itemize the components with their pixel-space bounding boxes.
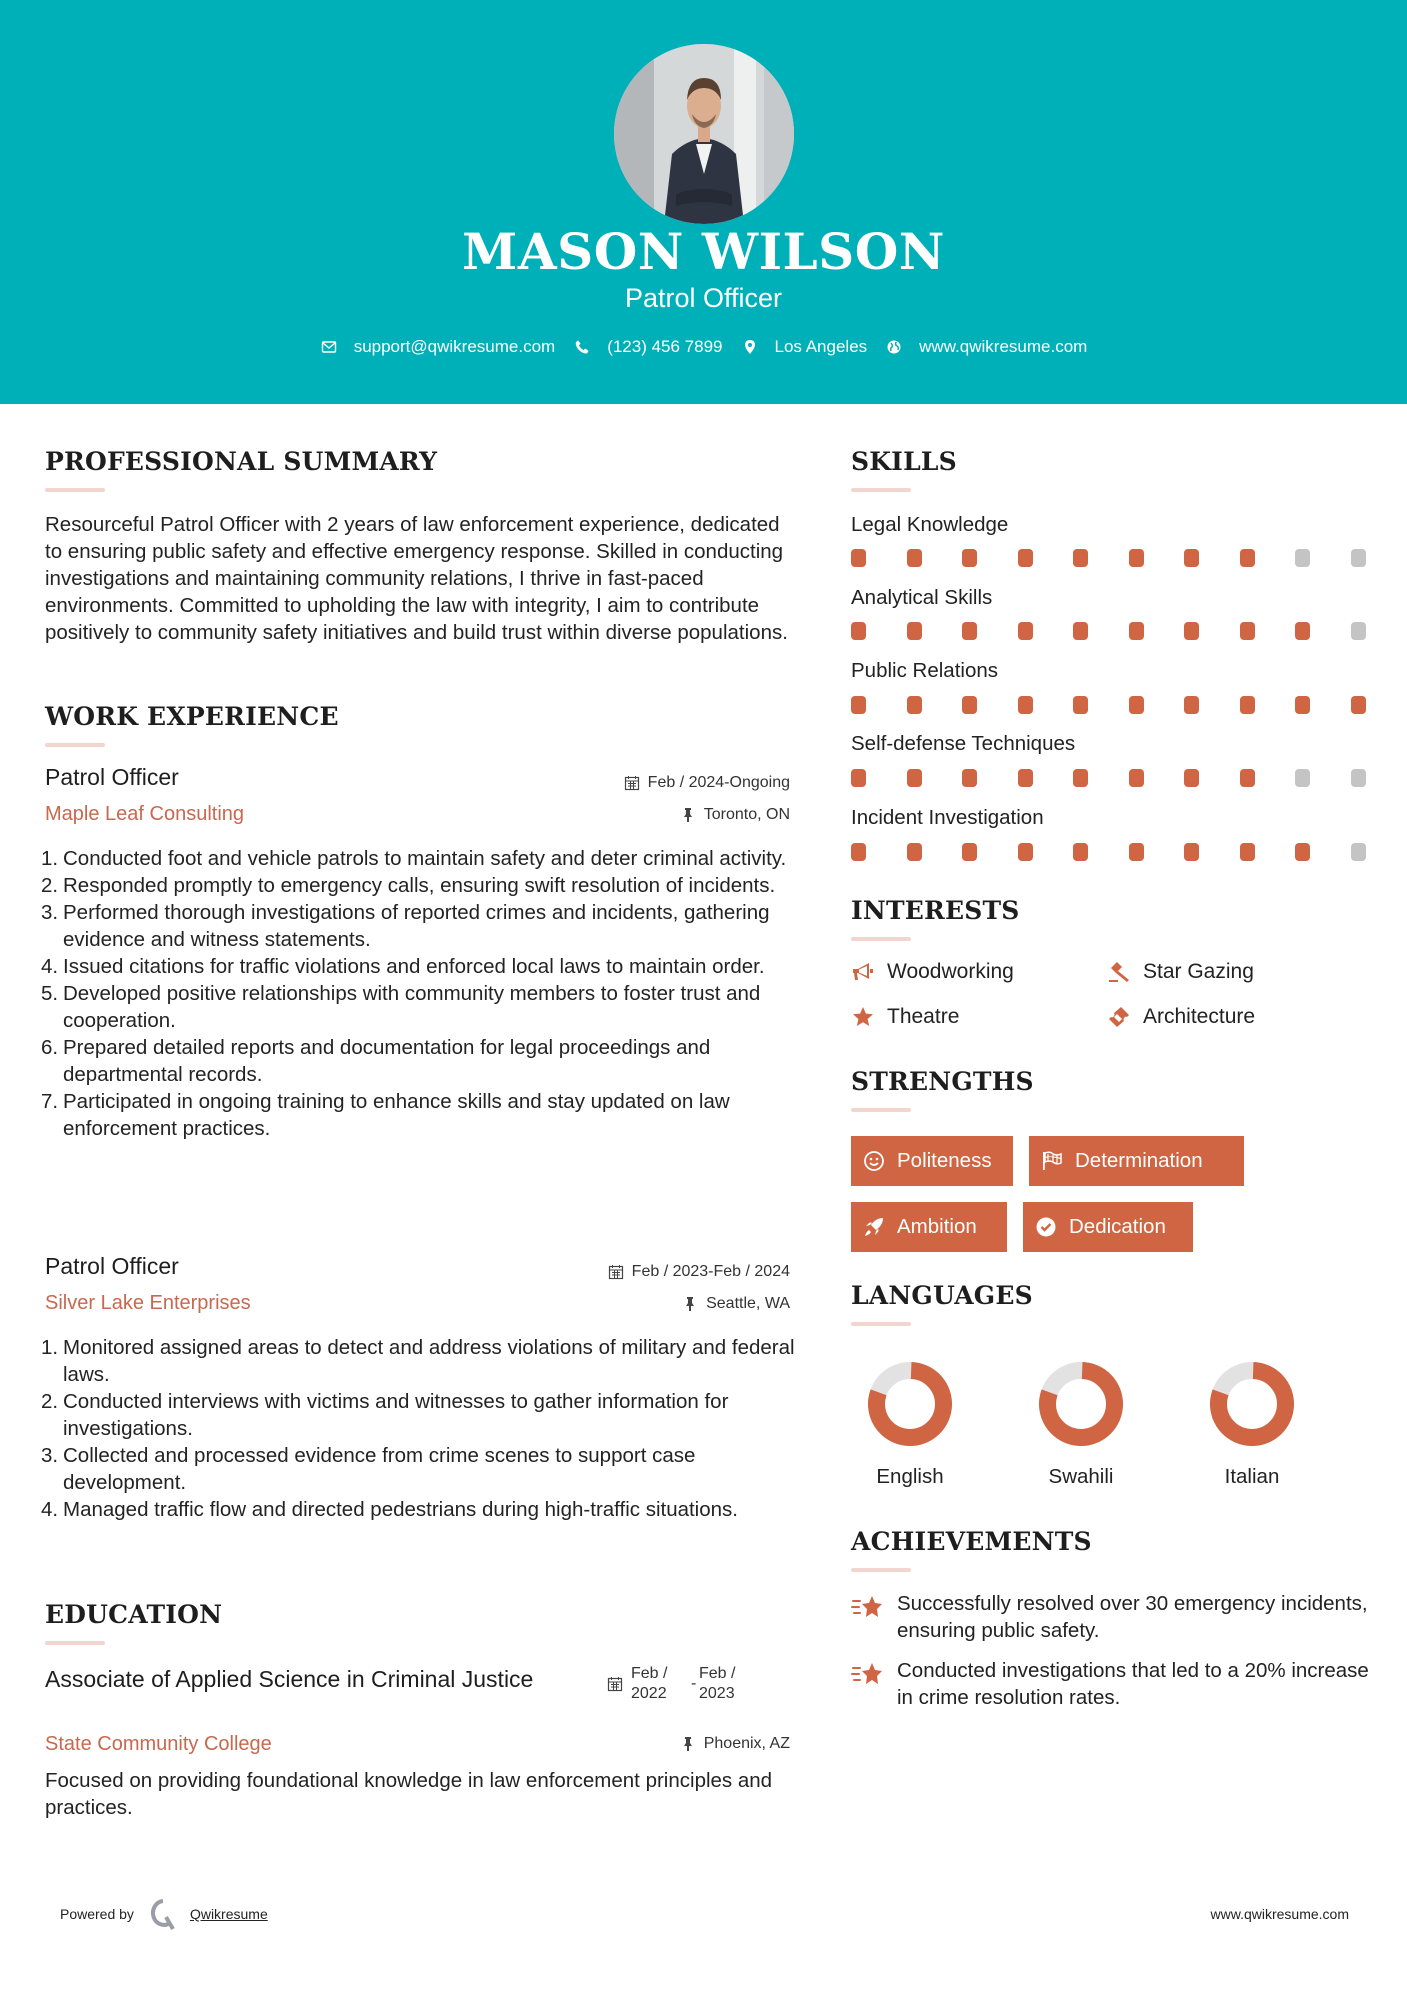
skill-dot-empty [1351,769,1366,787]
interest-item: Architecture [1107,1005,1255,1029]
skills-heading: SKILLS [851,447,957,476]
education-description: Focused on providing foundational knowledge in law enforcement principles and practices. [45,1769,773,1819]
interest-item: Woodworking [851,960,1014,984]
envelope-icon [320,338,338,356]
list-item: 3. Collected and processed evidence from crime scenes to support case development. [41,1444,696,1494]
company-name: Maple Leaf Consulting [45,803,245,825]
skill-dot-filled [1240,622,1255,640]
candidate-title: Patrol Officer [624,283,783,313]
skill-dot-empty [1351,622,1366,640]
shooting-star-icon [851,1659,885,1689]
skill-rating [851,696,1371,714]
education-location: Phoenix, AZ [680,1735,790,1753]
section-underline [45,1641,105,1645]
skill-dot-filled [962,622,977,640]
list-item: 1. Monitored assigned areas to detect and address violations of military and federal laws. [41,1336,795,1386]
skill-dot-filled [851,696,866,714]
job-bullets [41,845,805,1142]
footer-powered-by: Powered by Qwikresume [60,1897,268,1931]
list-item: 4. Managed traffic flow and directed pedestrians during high-traffic situations. [41,1498,738,1521]
skill-dot-filled [851,549,866,567]
education-heading: EDUCATION [45,1600,223,1629]
star-icon [851,1005,875,1029]
skill-dot-filled [1018,843,1033,861]
language-item: Swahili [1021,1361,1141,1489]
skill-dot-filled [962,769,977,787]
strength-badge: Dedication [1023,1202,1193,1252]
skill-dot-filled [1129,696,1144,714]
skill-dot-filled [1240,843,1255,861]
skill-dot-filled [1184,769,1199,787]
education-dates: Feb / 2022 - Feb / 2023 [607,1664,759,1704]
language-item: Italian [1192,1361,1312,1489]
profile-photo [614,44,794,224]
skill-dot-filled [1073,696,1088,714]
job-dates: Feb / 2024-Ongoing [624,774,790,792]
list-item: 3. Performed thorough investigations of reported crimes and incidents, gathering evidence and witness statements. [41,901,770,951]
skill-dot-filled [1129,549,1144,567]
list-item: 5. Developed positive relationships with community members to foster trust and cooperation. [41,982,761,1032]
language-donut-chart [867,1361,953,1447]
check-circle-icon [1035,1216,1057,1238]
smile-icon [863,1150,885,1172]
list-item: 2. Conducted interviews with victims and witnesses to gather information for investigations. [41,1390,729,1440]
skill-dot-filled [1184,843,1199,861]
list-item: 7. Participated in ongoing training to enhance skills and stay updated on law enforcement practices. [41,1090,730,1140]
skill-dot-filled [1073,843,1088,861]
skill-name: Self-defense Techniques [851,732,1076,755]
language-donut-chart [1209,1361,1295,1447]
contact-website[interactable]: www.qwikresume.com [885,337,1087,357]
skill-dot-filled [907,696,922,714]
skill-dot-filled [1018,622,1033,640]
skill-dot-filled [1018,696,1033,714]
skill-dot-filled [907,549,922,567]
skill-dot-filled [1018,549,1033,567]
skill-dot-filled [907,769,922,787]
contact-phone[interactable]: (123) 456 7899 [573,337,722,357]
skill-dot-filled [1129,843,1144,861]
language-item: English [850,1361,970,1489]
languages-heading: LANGUAGES [851,1281,1033,1310]
shooting-star-icon [851,1592,885,1622]
interest-item: Star Gazing [1107,960,1254,984]
strength-badge: Ambition [851,1202,1007,1252]
skill-dot-filled [1184,549,1199,567]
interests-heading: INTERESTS [851,896,1020,925]
globe-icon [885,338,903,356]
skill-dot-filled [1129,769,1144,787]
job-dates: Feb / 2023-Feb / 2024 [608,1263,790,1281]
qwikresume-logo-icon [148,1897,178,1931]
skill-dot-filled [1295,843,1310,861]
gavel-icon [1107,960,1131,984]
calendar-icon [607,1676,623,1692]
list-item: 6. Prepared detailed reports and documentation for legal proceedings and departmental records. [41,1036,711,1086]
skill-dot-filled [1295,696,1310,714]
language-donut-chart [1038,1361,1124,1447]
rocket-icon [863,1216,885,1238]
bullhorn-icon [851,960,875,984]
job-bullets [41,1334,805,1523]
skill-dot-filled [851,769,866,787]
phone-icon [573,338,591,356]
skill-rating [851,549,1371,567]
skill-name: Analytical Skills [851,586,993,609]
interest-item: Theatre [851,1005,959,1029]
contact-location: Los Angeles [741,337,868,357]
skill-name: Public Relations [851,659,998,682]
section-underline [45,488,105,492]
thumbtack-icon [680,807,696,823]
job-title: Patrol Officer [45,1253,179,1279]
achievement-item: Conducted investigations that led to a 20% increase in crime resolution rates. [851,1657,1371,1711]
section-underline [851,1568,911,1572]
section-underline [851,937,911,941]
footer-website-link[interactable]: www.qwikresume.com [1210,1906,1349,1922]
job-location: Seattle, WA [682,1295,790,1313]
job-title: Patrol Officer [45,764,179,790]
achievements-heading: ACHIEVEMENTS [851,1527,1092,1556]
skill-dot-filled [962,696,977,714]
contact-email[interactable]: support@qwikresume.com [320,337,556,357]
summary-text: Resourceful Patrol Officer with 2 years of law enforcement experience, dedicated to ensuring public safety and effective emergency response. Skilled in conducting investigations and maintaining community relations, I thrive in fast-paced environments. Committed to upholding the law with integrity, I aim to contribute positively to community safety initiatives and build trust within diverse populations. [45,513,788,644]
skill-dot-filled [851,622,866,640]
qwikresume-link[interactable]: Qwikresume [189,1906,268,1922]
skill-dot-empty [1351,549,1366,567]
strength-badge: Determination [1029,1136,1244,1186]
skill-dot-filled [1184,696,1199,714]
person-photo-icon [614,44,794,224]
skill-rating [851,622,1371,640]
calendar-icon [624,775,640,791]
experience-heading: WORK EXPERIENCE [45,702,339,731]
thumbtack-icon [682,1296,698,1312]
skill-dot-filled [1018,769,1033,787]
job-location: Toronto, ON [680,806,790,824]
skill-dot-filled [1073,549,1088,567]
skill-dot-filled [1295,622,1310,640]
skill-dot-filled [1184,622,1199,640]
section-underline [851,1322,911,1326]
list-item: 4. Issued citations for traffic violations and enforced local laws to maintain order. [41,955,765,978]
degree-title: Associate of Applied Science in Criminal Justice [45,1666,534,1692]
skill-dot-filled [851,843,866,861]
skill-dot-filled [962,549,977,567]
achievement-item: Successfully resolved over 30 emergency incidents, ensuring public safety. [851,1590,1371,1644]
map-marker-icon [741,338,759,356]
section-underline [851,1108,911,1112]
skill-name: Legal Knowledge [851,513,1009,536]
calendar-icon [608,1264,624,1280]
skill-dot-filled [1129,622,1144,640]
skill-dot-empty [1295,549,1310,567]
section-underline [45,743,105,747]
ticket-icon [1107,1005,1131,1029]
thumbtack-icon [680,1736,696,1752]
skill-dot-filled [1351,696,1366,714]
resume-header [0,0,1407,404]
contact-bar [0,337,1407,357]
summary-heading: PROFESSIONAL SUMMARY [45,447,438,476]
skill-dot-filled [1240,769,1255,787]
company-name: Silver Lake Enterprises [45,1292,251,1314]
section-underline [851,488,911,492]
list-item: 2. Responded promptly to emergency calls, ensuring swift resolution of incidents. [41,874,776,897]
skill-dot-empty [1295,769,1310,787]
skill-name: Incident Investigation [851,806,1044,829]
school-name: State Community College [45,1733,272,1755]
skill-dot-filled [907,622,922,640]
skill-dot-filled [1073,769,1088,787]
skill-rating [851,769,1371,787]
skill-dot-filled [907,843,922,861]
skill-dot-filled [962,843,977,861]
skill-dot-filled [1240,549,1255,567]
candidate-name: MASON WILSON [462,222,945,281]
strength-badge: Politeness [851,1136,1013,1186]
strengths-heading: STRENGTHS [851,1067,1034,1096]
skill-dot-filled [1073,622,1088,640]
flag-checkered-icon [1041,1150,1063,1172]
skill-dot-empty [1351,843,1366,861]
list-item: 1. Conducted foot and vehicle patrols to maintain safety and deter criminal activity. [41,847,787,870]
skill-rating [851,843,1371,861]
skill-dot-filled [1240,696,1255,714]
